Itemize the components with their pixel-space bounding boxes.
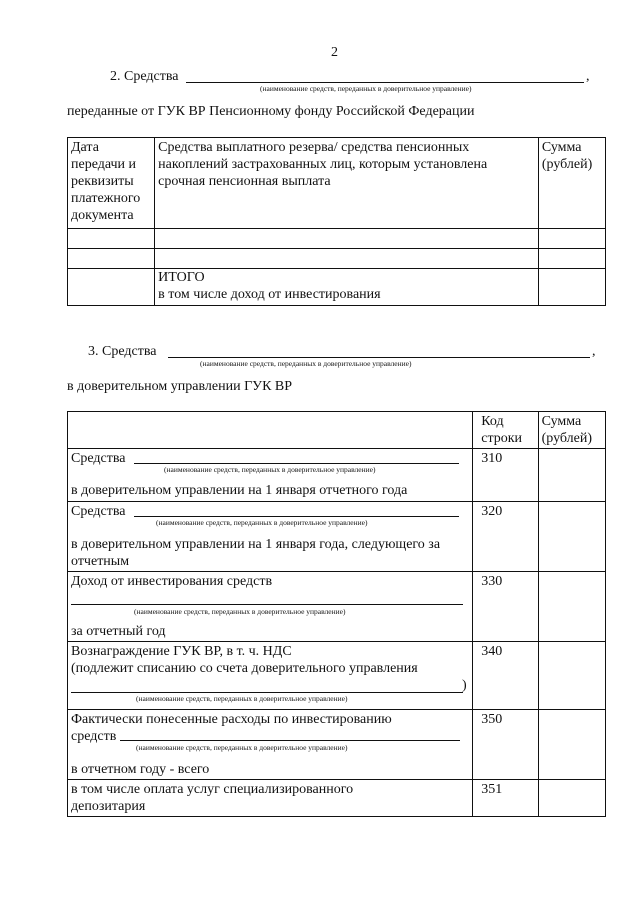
- table-row: [68, 502, 606, 572]
- row-label: в том числе оплата услуг специализированного депозитария: [71, 782, 354, 814]
- section3-title: 3. Средства: [88, 344, 157, 359]
- header-code: Код строки: [481, 414, 523, 446]
- table-row: [68, 449, 606, 502]
- section2-title: 2. Средства: [110, 69, 179, 84]
- table-row: [68, 780, 606, 817]
- row-label: Вознаграждение ГУК ВР, в т. ч. НДС: [71, 644, 292, 659]
- row-label-2: в доверительном управлении на 1 января года, следующего за отчетным: [71, 537, 441, 569]
- section2-subtitle: переданные от ГУК ВР Пенсионному фонду Российской Федерации: [67, 104, 475, 119]
- section3-subtitle: в доверительном управлении ГУК ВР: [67, 379, 293, 394]
- row-label-2: в доверительном управлении на 1 января отчетного года: [71, 483, 408, 498]
- header-sum: Сумма (рублей): [541, 414, 593, 446]
- row-label-1b: (подлежит списанию со счета доверительного управления: [71, 661, 418, 676]
- row-fill-line: [134, 516, 459, 517]
- row-label-2: за отчетный год: [71, 624, 166, 639]
- total-label: ИТОГО: [158, 270, 205, 285]
- section3-header-row: [68, 412, 606, 449]
- row-fill-line: [71, 604, 463, 605]
- row-hint: (наименование средств, переданных в доверительное управление): [164, 465, 376, 474]
- header-funds: Средства выплатного резерва/ средства пенсионных накоплений застрахованных лиц, которым установлена срочная пенсионная выплата: [158, 140, 488, 189]
- table-row: [68, 572, 606, 642]
- row-fill-line: [120, 740, 460, 741]
- header-sum: Сумма (рублей): [541, 140, 593, 172]
- table-row: [68, 642, 606, 710]
- row-paren: ): [462, 678, 467, 693]
- section2-comma: ,: [586, 69, 590, 84]
- section2-total-row: [68, 269, 606, 306]
- row-code: 351: [481, 782, 503, 797]
- row-code: 340: [481, 644, 503, 659]
- total-sub: в том числе доход от инвестирования: [158, 287, 381, 302]
- header-date: Дата передачи и реквизиты платежного документа: [71, 140, 141, 223]
- row-fill-line: [134, 463, 459, 464]
- section2-fill-line: [186, 82, 584, 83]
- row-hint: (наименование средств, переданных в доверительное управление): [136, 743, 348, 752]
- table-row: [68, 249, 606, 269]
- section2-hint: (наименование средств, переданных в доверительное управление): [260, 84, 472, 93]
- page-number: 2: [331, 45, 338, 60]
- row-label: Средства: [71, 504, 126, 519]
- section2-table: [67, 137, 606, 306]
- table-row: [68, 229, 606, 249]
- section3-fill-line: [168, 357, 590, 358]
- section3-hint: (наименование средств, переданных в доверительное управление): [200, 359, 412, 368]
- row-label-2: в отчетном году - всего: [71, 762, 210, 777]
- row-code: 320: [481, 504, 503, 519]
- row-code: 350: [481, 712, 503, 727]
- row-code: 330: [481, 574, 503, 589]
- row-label: Доход от инвестирования средств: [71, 574, 273, 589]
- row-label: Фактически понесенные расходы по инвестированию: [71, 712, 392, 727]
- row-hint: (наименование средств, переданных в доверительное управление): [156, 518, 368, 527]
- row-code: 310: [481, 451, 503, 466]
- row-hint: (наименование средств, переданных в доверительное управление): [134, 607, 346, 616]
- section2-header-row: [68, 138, 606, 229]
- section3-comma: ,: [592, 344, 596, 359]
- table-row: [68, 710, 606, 780]
- section3-table: [67, 411, 606, 817]
- row-label-1b: средств: [71, 729, 117, 744]
- row-fill-line: [71, 692, 463, 693]
- row-label: Средства: [71, 451, 126, 466]
- row-hint: (наименование средств, переданных в доверительное управление): [136, 694, 348, 703]
